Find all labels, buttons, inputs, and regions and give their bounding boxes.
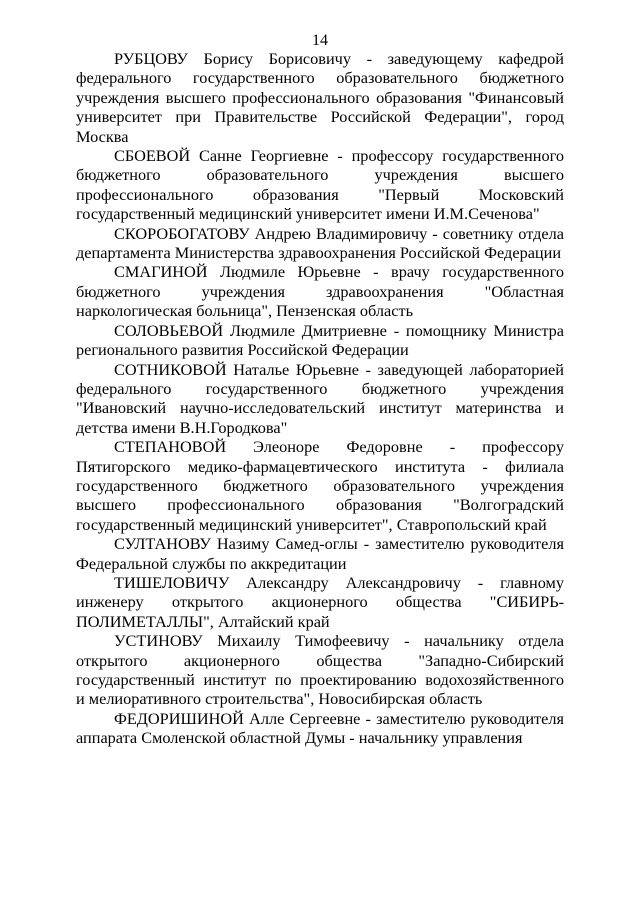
text-line: УСТИНОВУ Михаилу Тимофеевичу - начальнику отдела: [114, 631, 564, 651]
document-body: [76, 49, 564, 748]
text-line: ФЕДОРИШИНОЙ Алле Сергеевне - заместителю руководителя: [114, 708, 564, 728]
text-line: бюджетного учреждения здравоохранения "Областная: [76, 281, 564, 301]
text-line: инженеру открытого акционерного общества "СИБИРЬ-: [76, 592, 564, 612]
award-entry-paragraph: [76, 49, 564, 146]
page-number: 14: [312, 32, 328, 49]
text-line: аппарата Смоленской областной Думы - начальнику управления: [76, 728, 523, 748]
award-entry-paragraph: [76, 709, 564, 748]
text-line: учреждения высшего профессионального образования "Финансовый: [76, 87, 564, 107]
text-line: Москва: [76, 126, 129, 146]
text-line: государственный медицинский университет", Ставропольский край: [76, 514, 547, 534]
text-line: регионального развития Российской Федерации: [76, 340, 409, 360]
text-line: детства имени В.Н.Городкова": [76, 417, 288, 437]
text-line: и мелиоративного строительства", Новосибирская область: [76, 689, 483, 709]
award-entry-paragraph: [76, 437, 564, 534]
text-line: федерального государственного образовательного бюджетного: [76, 68, 564, 88]
text-line: СОТНИКОВОЙ Наталье Юрьевне - заведующей лабораторией: [114, 359, 564, 379]
award-entry-paragraph: [76, 146, 564, 224]
award-entry-paragraph: [76, 360, 564, 438]
text-line: СБОЕВОЙ Санне Георгиевне - профессору государственного: [114, 146, 564, 166]
text-line: СТЕПАНОВОЙ Элеоноре Федоровне - профессору: [114, 437, 564, 457]
text-line: высшего профессионального образования "Волгоградский: [76, 495, 564, 515]
text-line: СКОРОБОГАТОВУ Андрею Владимировичу - советнику отдела: [114, 223, 564, 243]
text-line: профессионального образования "Первый Московский: [76, 184, 564, 204]
award-entry-paragraph: [76, 631, 564, 709]
award-entry-paragraph: [76, 534, 564, 573]
text-line: федерального государственного бюджетного учреждения: [76, 378, 564, 398]
award-entry-paragraph: [76, 321, 564, 360]
text-line: СМАГИНОЙ Людмиле Юрьевне - врачу государственного: [114, 262, 564, 282]
text-line: государственный институт по проектированию водохозяйственного: [76, 670, 564, 689]
text-line: "Ивановский научно-исследовательский институт материнства и: [76, 398, 564, 418]
text-line: университет при Правительстве Российской Федерации", город: [76, 107, 564, 127]
award-entry-paragraph: [76, 262, 564, 320]
award-entry-paragraph: [76, 573, 564, 631]
text-line: Федеральной службы по аккредитации: [76, 553, 347, 573]
text-line: открытого акционерного общества "Западно-Сибирский: [76, 650, 564, 670]
text-line: департамента Министерства здравоохранения Российской Федерации: [76, 243, 562, 263]
award-entry-paragraph: [76, 224, 564, 263]
text-line: наркологическая больница", Пензенская область: [76, 301, 414, 321]
text-line: бюджетного образовательного учреждения высшего: [76, 165, 564, 185]
text-line: государственный медицинский университет имени И.М.Сеченова": [76, 204, 540, 224]
text-line: ПОЛИМЕТАЛЛЫ", Алтайский край: [76, 611, 330, 631]
text-line: СОЛОВЬЕВОЙ Людмиле Дмитриевне - помощнику Министра: [114, 320, 564, 340]
text-line: РУБЦОВУ Борису Борисовичу - заведующему кафедрой: [114, 49, 564, 68]
text-line: государственного бюджетного образовательного учреждения: [76, 475, 564, 495]
text-line: Пятигорского медико-фармацевтического института - филиала: [76, 456, 564, 476]
text-line: ТИШЕЛОВИЧУ Александру Александровичу - главному: [114, 572, 564, 592]
text-line: СУЛТАНОВУ Назиму Самед-оглы - заместителю руководителя: [114, 534, 564, 554]
